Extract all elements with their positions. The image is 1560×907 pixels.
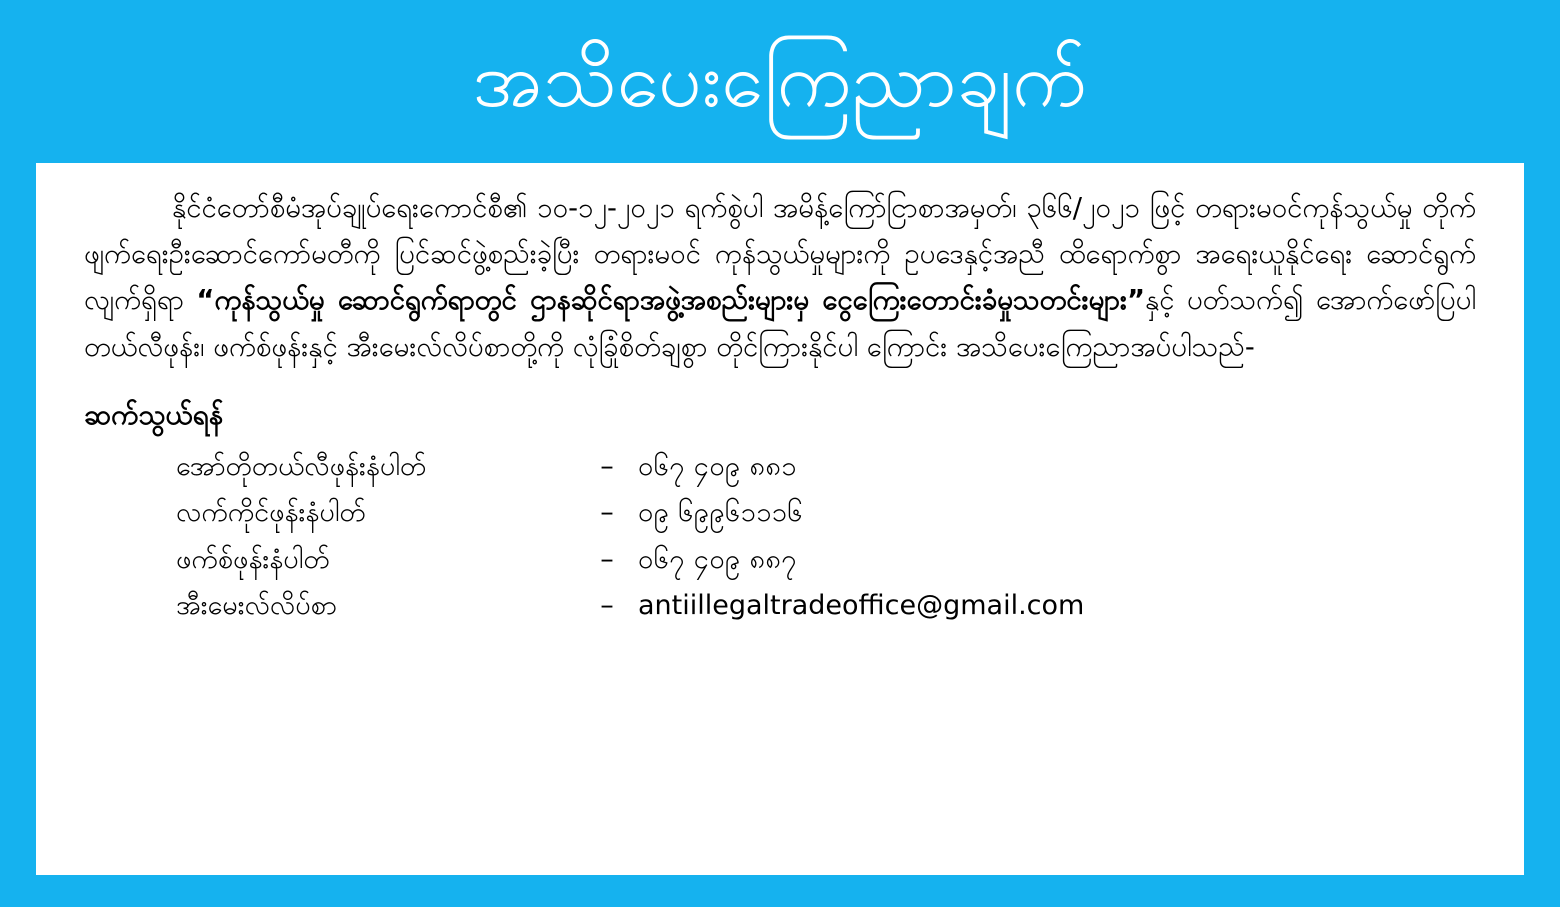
contact-value: ၀၉ ၆၉၉၆၁၁၁၆ (638, 497, 803, 529)
contact-dash: – (600, 590, 614, 622)
paragraph-part-2: နှင့် ပတ်သက်၍ အောက်ဖော်ပြပါ တယ်လီဖုန်း၊ ဖက်စ်ဖုန်းနှင့် အီးမေးလ်လိပ်စာတို့ကို လုံခြုံစိတ်ချစွာ တိုင်ကြားနိုင်ပါ ကြောင်း အသိပေးကြေညာအပ်ပါသည်- (84, 284, 1477, 363)
list-item (176, 583, 1476, 629)
contact-dash: – (600, 543, 614, 575)
contact-dash: – (600, 450, 614, 482)
contact-heading: ဆက်သွယ်ရန် (84, 397, 224, 431)
paragraph-part-1: နိုင်ငံတော်စီမံအုပ်ချုပ်ရေးကောင်စီ၏ ၁၀-၁၂-၂၀၂၁ ရက်စွဲပါ အမိန့်ကြော်ငြာစာအမှတ်၊ ၃၆၆/၂၀၂၁ ဖြင့် တရားမဝင်ကုန်သွယ်မှု တိုက်ဖျက်ရေးဦးဆောင်ကော်မတီကို ပြင်ဆင်ဖွဲ့စည်းခဲ့ပြီး တရားမဝင် ကုန်သွယ်မှုများကို ဥပဒေနှင့်အညီ ထိရောက်စွာ အရေးယူနိုင်ရေး ဆောင်ရွက်လျက်ရှိရာ (84, 192, 1476, 317)
list-item (176, 537, 1476, 583)
contact-label: အီးမေးလ်လိပ်စာ (176, 590, 337, 622)
contact-list (84, 444, 1476, 630)
contact-label: ဖက်စ်ဖုန်းနံပါတ် (176, 543, 330, 575)
list-item (176, 444, 1476, 490)
announcement-paragraph (84, 185, 1476, 370)
poster-header (0, 0, 1560, 160)
poster-body-card (36, 163, 1524, 875)
contact-label: အော်တိုတယ်လီဖုန်းနံပါတ် (176, 450, 427, 482)
contact-value: ၀၆၇ ၄၀၉ ၈၈၇ (638, 543, 797, 575)
contact-email-value: antiillegaltradeoffice@gmail.com (638, 590, 1085, 622)
contact-label: လက်ကိုင်ဖုန်းနံပါတ် (176, 497, 366, 529)
contact-value: ၀၆၇ ၄၀၉ ၈၈၁ (638, 450, 797, 482)
paragraph-quote: “ကုန်သွယ်မှု ဆောင်ရွက်ရာတွင် ဌာနဆိုင်ရာအဖွဲ့အစည်းများမှ ငွေကြေးတောင်းခံမှုသတင်းများ” (196, 284, 1146, 317)
page-title: အသိပေးကြေညာချက် (472, 35, 1088, 124)
contact-dash: – (600, 497, 614, 529)
list-item (176, 490, 1476, 536)
